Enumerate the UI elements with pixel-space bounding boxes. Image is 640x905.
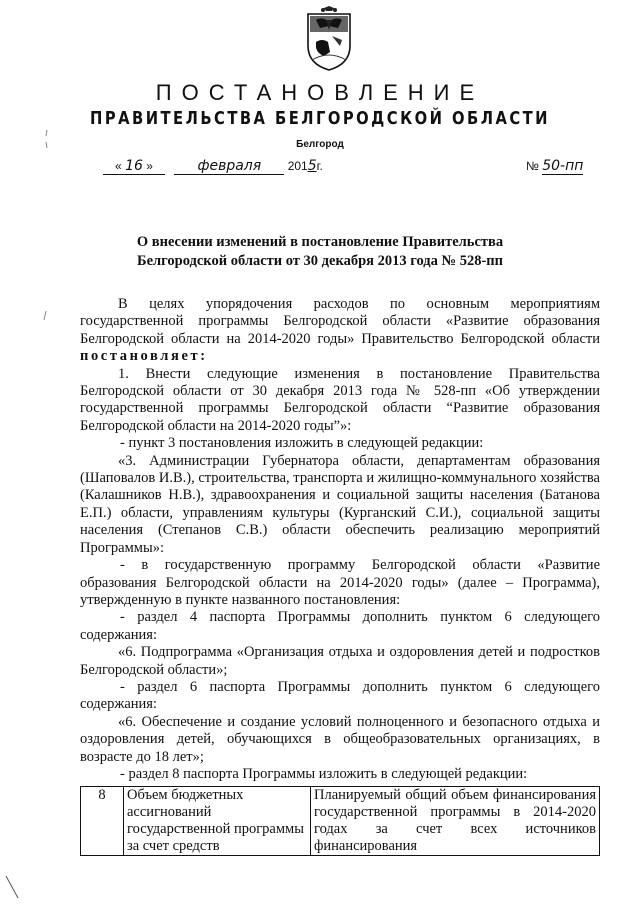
paragraph-point-3-text: «3. Администрации Губернатора области, департаментам образования (Шаповалов И.В.), строительства, транспорта и жилищно-коммунального хозяйства (Калашников Н.В.), здравоохранения и социальной защиты населения (Батанова Е.П.) области, управлениям культуры (Курганский С.И.), социальной защиты населения (Степанов С.В.) области обеспечить реализацию мероприятий Программы»: [80,452,600,556]
paragraph-preamble: В целях упорядочения расходов по основным мероприятиям государственной программы Белгородской области «Развитие образования Белгородской области на 2014-2020 годы» Правительство Белгородской области постановляет: [80,296,600,365]
paragraph-item-1: 1. Внести следующие изменения в постановление Правительства Белгородской области от 30 декабря 2013 года № 528-пп «Об утверждении государственной программы Белгородской области “Развитие образования Белгородской области на 2014-2020 годы”»: [80,365,600,434]
scan-mark [44,128,50,152]
document-number-value: 50-пп [542,158,584,174]
program-passport-table [80,786,600,856]
coat-of-arms-emblem [302,6,356,72]
paragraph-task-6: «6. Обеспечение и создание условий полноценного и безопасного отдыха и оздоровления детей, обучающихся в общеобразовательных организациях, в возрасте до 18 лет»; [80,713,600,765]
scan-mark [42,310,48,322]
date-day-field: « 16 » [103,158,165,175]
paragraph-subprogram-6: «6. Подпрограмма «Организация отдыха и оздоровления детей и подростков Белгородской области»; [80,644,600,678]
table-cell-title: Объем бюджетных ассигнований государственной программы за счет средств [124,787,311,856]
document-body [80,296,600,783]
table-cell-description: Планируемый общий объем финансирования государственной программы в 2014-2020 годах за счет всех источников финансирования [311,787,600,856]
scan-mark [4,874,22,902]
paragraph-program: - в государственную программу Белгородской области «Развитие образования Белгородской области на 2014-2020 годы» (далее – Программа), утвержденную в пункте названного постановления: [80,557,600,608]
date-month-field: февраля [174,158,284,175]
table-row [81,787,600,856]
city-name: Белгород [296,139,344,150]
document-number: № 50-пп [526,158,584,174]
table-cell-number: 8 [81,787,124,856]
paragraph-section-6: - раздел 6 паспорта Программы дополнить пунктом 6 следующего содержания: [80,678,600,713]
paragraph-section-4: - раздел 4 паспорта Программы дополнить пунктом 6 следующего содержания: [80,609,600,643]
paragraph-section-8: - раздел 8 паспорта Программы изложить в следующей редакции: [120,765,528,782]
document-type-title: ПОСТАНОВЛЕНИЕ [155,80,485,105]
document-subject: О внесении изменений в постановление Правительства Белгородской области от 30 декабря 2013 года № 528-пп [136,234,504,269]
paragraph-point-3: - пункт 3 постановления изложить в следующей редакции: [120,435,484,452]
document-date: « 16 » февраля 2015г. [103,158,323,175]
issuing-authority: ПРАВИТЕЛЬСТВА БЕЛГОРОДСКОЙ ОБЛАСТИ [90,108,550,129]
